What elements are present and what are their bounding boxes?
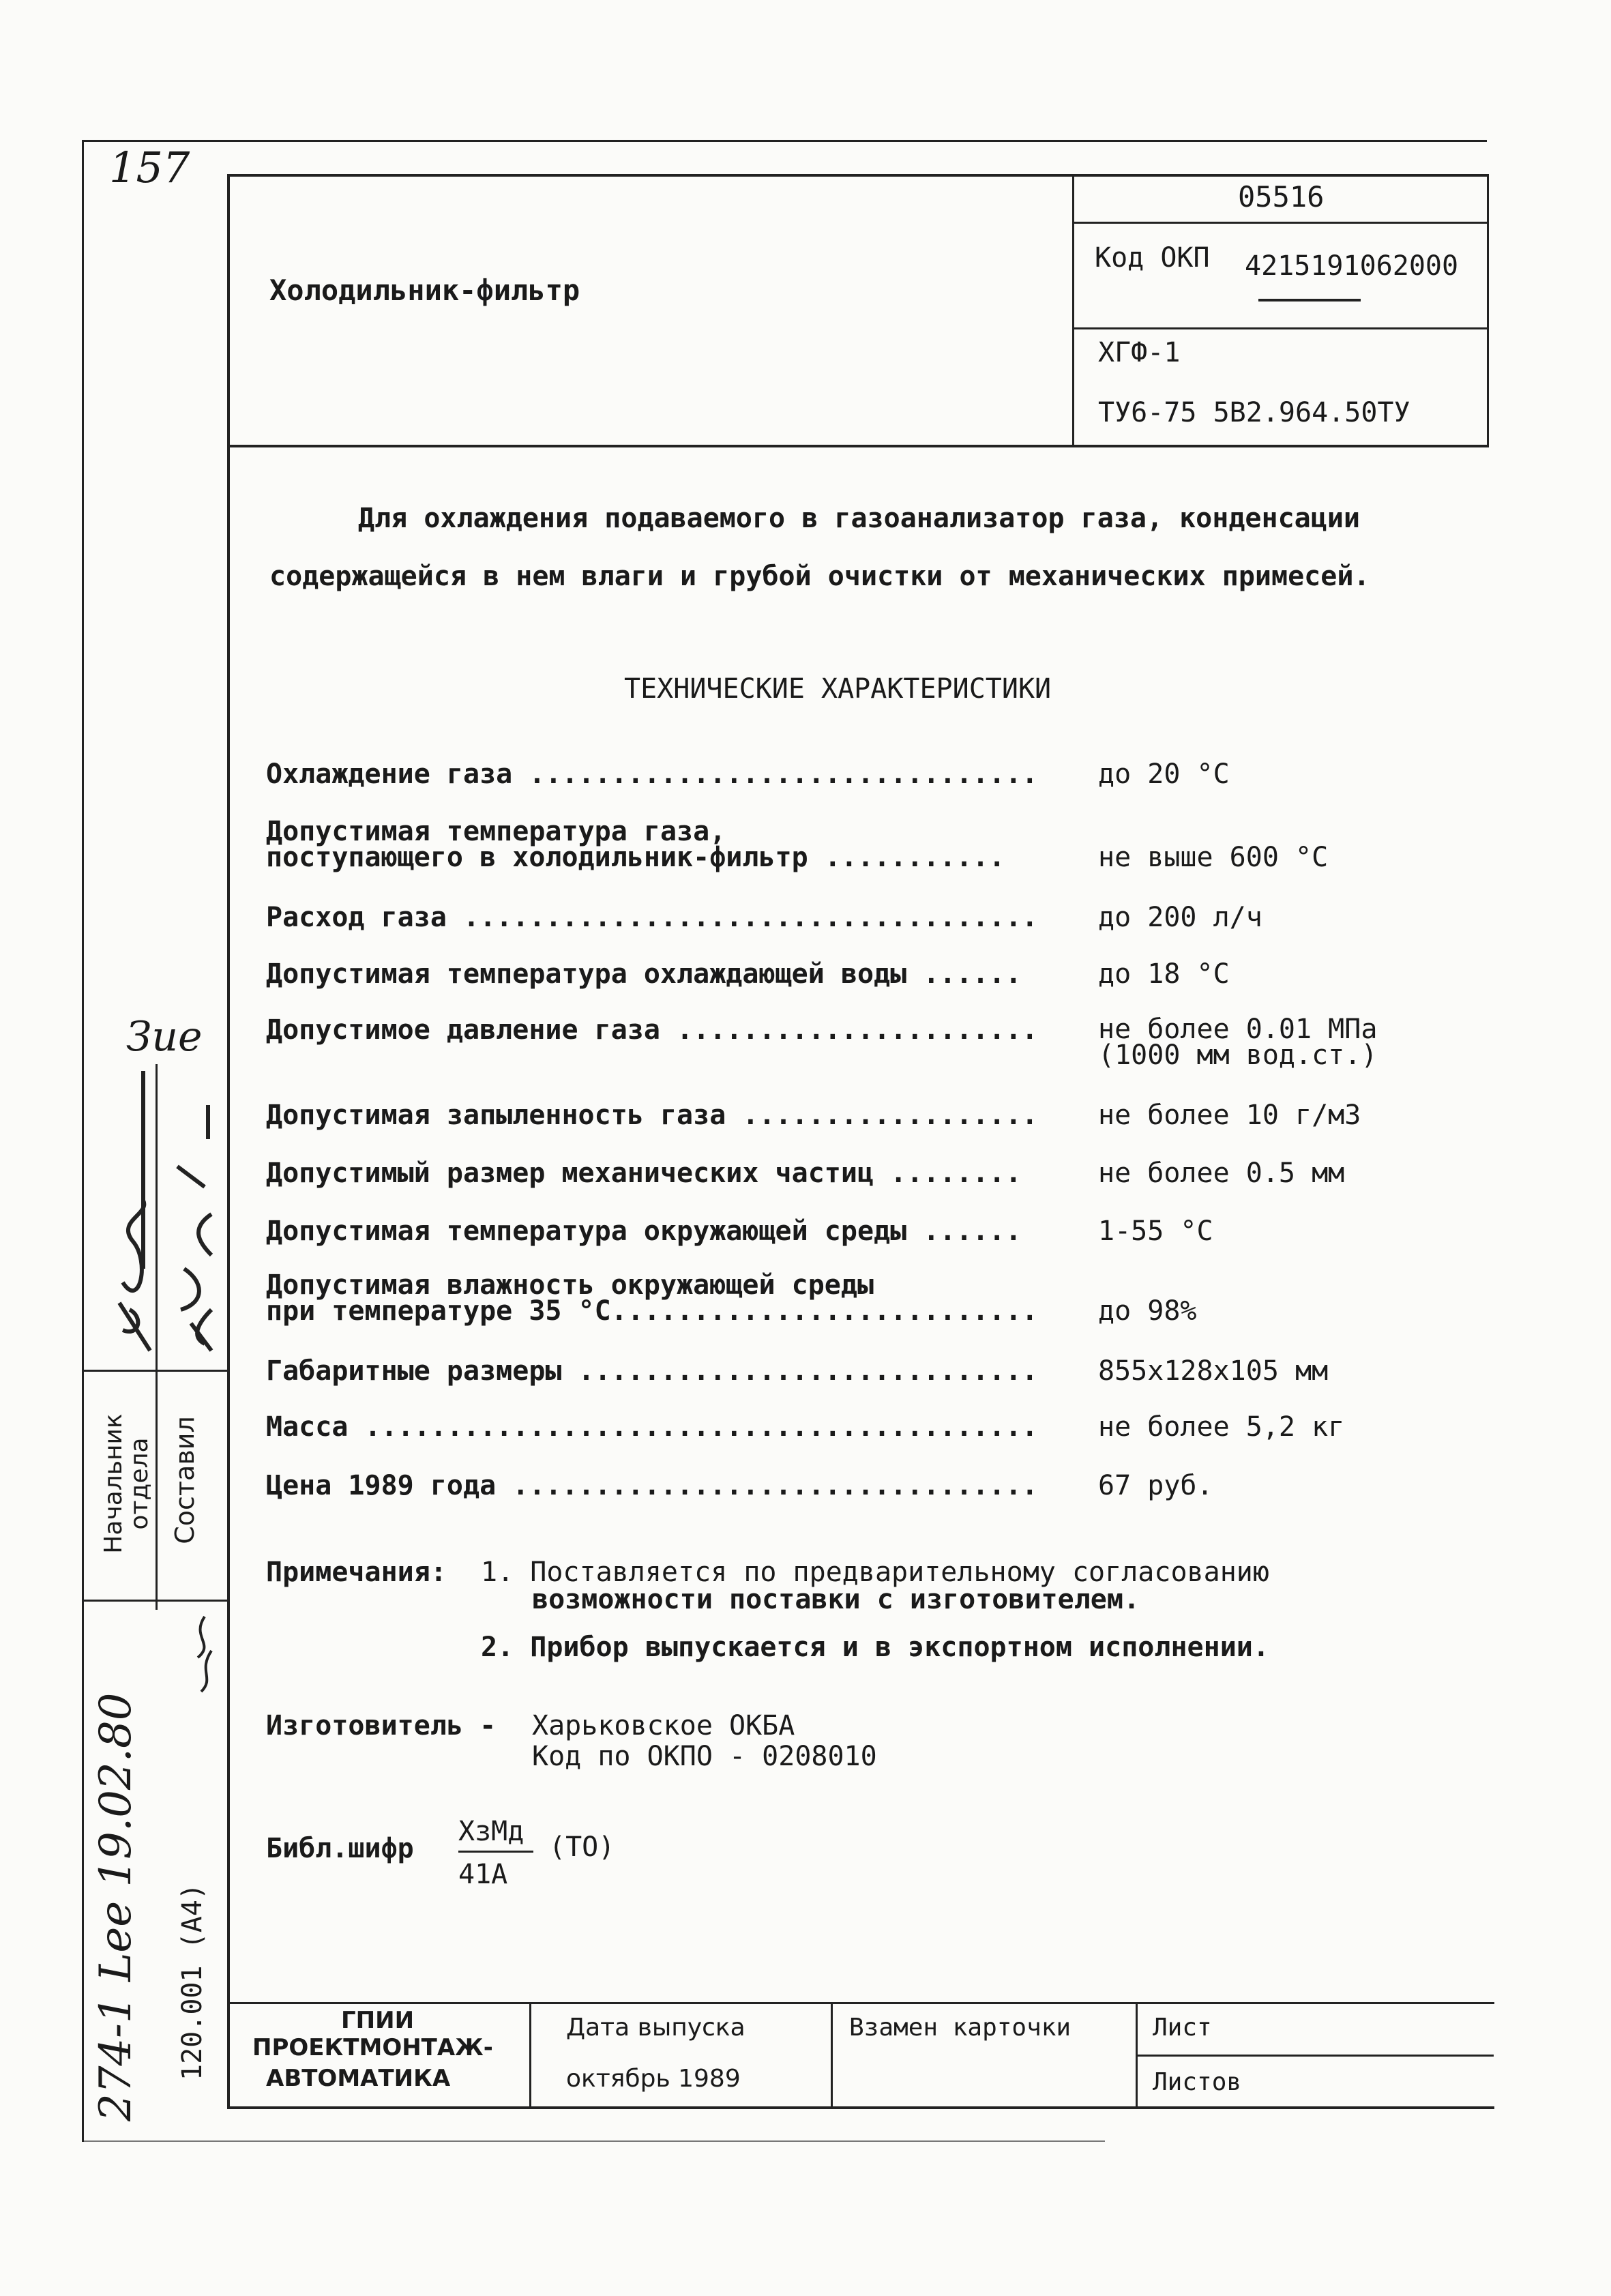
outer-bottom-border: [82, 2140, 1105, 2142]
header-bottom: [227, 445, 1489, 447]
library-suffix: (ТО): [549, 1831, 615, 1863]
spec-label: Допустимая влажность окружающей среды при температуре 35 °С..........................: [266, 1269, 1038, 1327]
signature-approver: [102, 1064, 164, 1357]
spec-label: Допустимая температура охлаждающей воды ......: [266, 958, 1022, 990]
spec-value: не более 5,2 кг: [1098, 1411, 1345, 1443]
header-row1-line: [1072, 222, 1488, 224]
product-title: Холодильник-фильтр: [269, 274, 580, 307]
spec-label: Масса .........................................: [266, 1411, 1038, 1443]
spec-label: Цена 1989 года ................................: [266, 1470, 1038, 1501]
spec-label: Расход газа ...................................: [266, 902, 1038, 933]
org-line-3: АВТОМАТИКА: [266, 2065, 451, 2092]
spec-row: [266, 1102, 1425, 1143]
spec-value: не более 10 г/м3: [1098, 1100, 1361, 1131]
margin-box-bottom: [82, 1600, 228, 1602]
org-line-1: ГПИИ: [341, 2007, 415, 2034]
library-code-bottom: 41А: [458, 1859, 508, 1890]
notes-label: Примечания:: [266, 1557, 447, 1588]
archive-mark: 274-1 Lee 19.02.80: [91, 1692, 141, 2121]
intro-line-2: содержащейся в нем влаги и грубой очистки от механических примесей.: [269, 561, 1370, 592]
signature-author: [164, 1064, 225, 1357]
note-1-line-1: 1. Поставляется по предварительному согласованию: [481, 1557, 1269, 1588]
spec-row: [266, 1413, 1425, 1454]
spec-value: 855х128х105 мм: [1098, 1355, 1329, 1387]
outer-left-border: [82, 140, 84, 2142]
spec-value: до 20 °С: [1098, 759, 1230, 790]
margin-initials: [184, 1610, 225, 1698]
spec-label: Допустимый размер механических частиц ........: [266, 1158, 1022, 1189]
spec-row: [266, 816, 1425, 873]
spec-row: [266, 904, 1425, 945]
manufacturer-label: Изготовитель -: [266, 1710, 497, 1741]
format-code: 120.001 (А4): [177, 1883, 208, 2080]
okp-code: 4215191062000: [1245, 250, 1459, 282]
footer-div-1: [529, 2002, 531, 2108]
page-number: 157: [109, 143, 190, 192]
spec-value: не более 0.01 МПа (1000 мм вод.ст.): [1098, 1014, 1378, 1071]
spec-label: Допустимая температура газа, поступающего в холодильник-фильтр ...........: [266, 816, 1005, 873]
note-1-line-2: возможности поставки с изготовителем.: [532, 1584, 1140, 1615]
spec-value: до 98%: [1098, 1295, 1197, 1327]
footer-div-2: [831, 2002, 833, 2108]
footer-bottom: [227, 2106, 1494, 2109]
outer-top-border: [82, 140, 1487, 142]
spec-value: 67 руб.: [1098, 1470, 1213, 1501]
header-divider-vertical: [1072, 174, 1074, 447]
spec-label: Охлаждение газа ...............................: [266, 759, 1038, 790]
spec-label: Допустимая температура окружающей среды ......: [266, 1216, 1022, 1247]
margin-box-top: [82, 1370, 228, 1372]
sheets-label: Листов: [1153, 2068, 1242, 2096]
frame-right: [1487, 174, 1489, 447]
issue-date: октябрь 1989: [566, 2065, 741, 2093]
spec-label: Допустимая запыленность газа ..................: [266, 1100, 1038, 1131]
library-label: Библ.шифр: [266, 1833, 414, 1864]
spec-label: Допустимое давление газа ......................: [266, 1014, 1038, 1046]
spec-value: 1-55 °С: [1098, 1216, 1213, 1247]
footer-sheet-split: [1136, 2055, 1494, 2057]
spec-row: [266, 1472, 1425, 1513]
revision-mark: Зuе: [126, 1013, 203, 1061]
manufacturer-okpo: Код по ОКПО - 0208010: [532, 1741, 877, 1772]
document-number: 05516: [1238, 180, 1325, 214]
library-code-underline: [458, 1851, 533, 1853]
frame-top: [227, 174, 1489, 177]
spec-value: не выше 600 °С: [1098, 842, 1329, 873]
spec-row: [266, 1357, 1425, 1398]
frame-left: [227, 174, 230, 2108]
spec-value: до 18 °С: [1098, 958, 1230, 990]
okp-underline: [1258, 299, 1361, 301]
intro-line-1: Для охлаждения подаваемого в газоанализатор газа, конденсации: [358, 503, 1361, 534]
spec-label: Габаритные размеры ............................: [266, 1355, 1038, 1387]
issue-label: Дата выпуска: [566, 2014, 745, 2042]
spec-row: [266, 960, 1425, 1001]
okp-label: Код ОКП: [1095, 242, 1210, 274]
manufacturer-name: Харьковское ОКБА: [532, 1710, 795, 1741]
footer-top: [227, 2002, 1494, 2004]
spec-value: до 200 л/ч: [1098, 902, 1262, 933]
tu-code: ТУ6-75 5В2.964.50ТУ: [1098, 397, 1410, 428]
replaces-label: Взамен карточки: [849, 2014, 1071, 2042]
header-row2-line: [1072, 327, 1488, 329]
spec-row: [266, 1269, 1425, 1327]
approver-title: Начальник отдела: [100, 1413, 153, 1554]
model-code: ХГФ-1: [1098, 337, 1181, 368]
library-code-top: ХзМд: [458, 1816, 524, 1847]
spec-row: [266, 1160, 1425, 1201]
note-2: 2. Прибор выпускается и в экспортном исполнении.: [481, 1632, 1269, 1663]
org-line-2: ПРОЕКТМОНТАЖ-: [252, 2034, 493, 2061]
spec-row: [266, 1218, 1425, 1259]
sheet-label: Лист: [1153, 2014, 1212, 2042]
spec-row: [266, 761, 1425, 801]
spec-row: [266, 1014, 1425, 1071]
spec-value: не более 0.5 мм: [1098, 1158, 1345, 1189]
margin-divider-vertical: [156, 1064, 158, 1610]
section-title: ТЕХНИЧЕСКИЕ ХАРАКТЕРИСТИКИ: [624, 673, 1052, 705]
author-title: Составил: [170, 1416, 200, 1544]
